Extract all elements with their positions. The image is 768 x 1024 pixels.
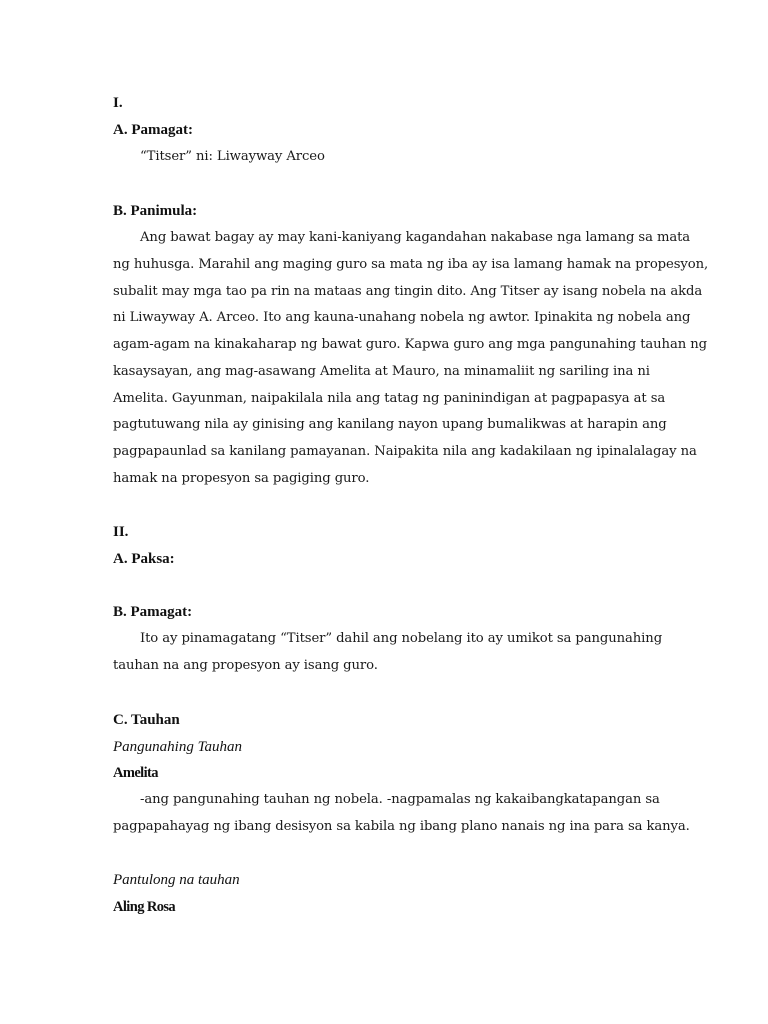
main-character-desc: pagpapahayag ng ibang desisyon sa kabila ng ibang plano nanais ng ina para sa kanya. [113, 819, 690, 834]
main-character-heading: Pangunahing Tauhan [113, 739, 243, 755]
panimula-line: pagtutuwang nila ay ginising ang kanilang nayon upang bumalikwas at harapin ang [113, 417, 667, 432]
panimula-line: ng huhusga. Marahil ang maging guro sa mata ng iba ay isa lamang hamak na propesyon, [113, 257, 709, 272]
panimula-line: ni Liwayway A. Arceo. Ito ang kauna-unahang nobela ng awtor. Ipinakita ng nobela ang [113, 310, 691, 325]
label-pamagat-2: B. Pamagat: [113, 604, 193, 620]
main-character-desc: -ang pangunahing tauhan ng nobela. -nagpamalas ng kakaibangkatapangan sa [140, 792, 660, 807]
label-panimula: B. Panimula: [113, 203, 198, 219]
label-pamagat: A. Pamagat: [113, 122, 193, 138]
panimula-line: agam-agam na kinakaharap ng bawat guro. Kapwa guro ang mga pangunahing tauhan ng [113, 337, 707, 352]
support-character-name: Aling Rosa [113, 899, 176, 915]
section-heading-ii: II. [113, 524, 129, 540]
panimula-line: hamak na propesyon sa pagiging guro. [113, 471, 370, 486]
main-character-name: Amelita [113, 765, 158, 781]
panimula-line: subalit may mga tao pa rin na mataas ang tingin dito. Ang Titser ay isang nobela na akda [113, 284, 703, 299]
support-character-heading: Pantulong na tauhan [113, 872, 240, 888]
pamagat-line: Ito ay pinamagatang “Titser” dahil ang nobelang ito ay umikot sa pangunahing [140, 631, 663, 646]
pamagat-line: tauhan na ang propesyon ay isang guro. [113, 658, 378, 673]
panimula-line: kasaysayan, ang mag-asawang Amelita at Mauro, na minamaliit ng sariling ina ni [113, 364, 650, 379]
panimula-line: Ang bawat bagay ay may kani-kaniyang kagandahan nakabase nga lamang sa mata [140, 230, 691, 245]
title-line: “Titser” ni: Liwayway Arceo [140, 149, 325, 164]
section-heading-i: I. [113, 95, 123, 111]
label-paksa: A. Paksa: [113, 551, 175, 567]
panimula-line: Amelita. Gayunman, naipakilala nila ang tatag ng paninindigan at pagpapasya at sa [113, 391, 666, 406]
label-tauhan: C. Tauhan [113, 712, 180, 728]
panimula-line: pagpapaunlad sa kanilang pamayanan. Naipakita nila ang kadakilaan ng ipinalalagay na [113, 444, 697, 459]
